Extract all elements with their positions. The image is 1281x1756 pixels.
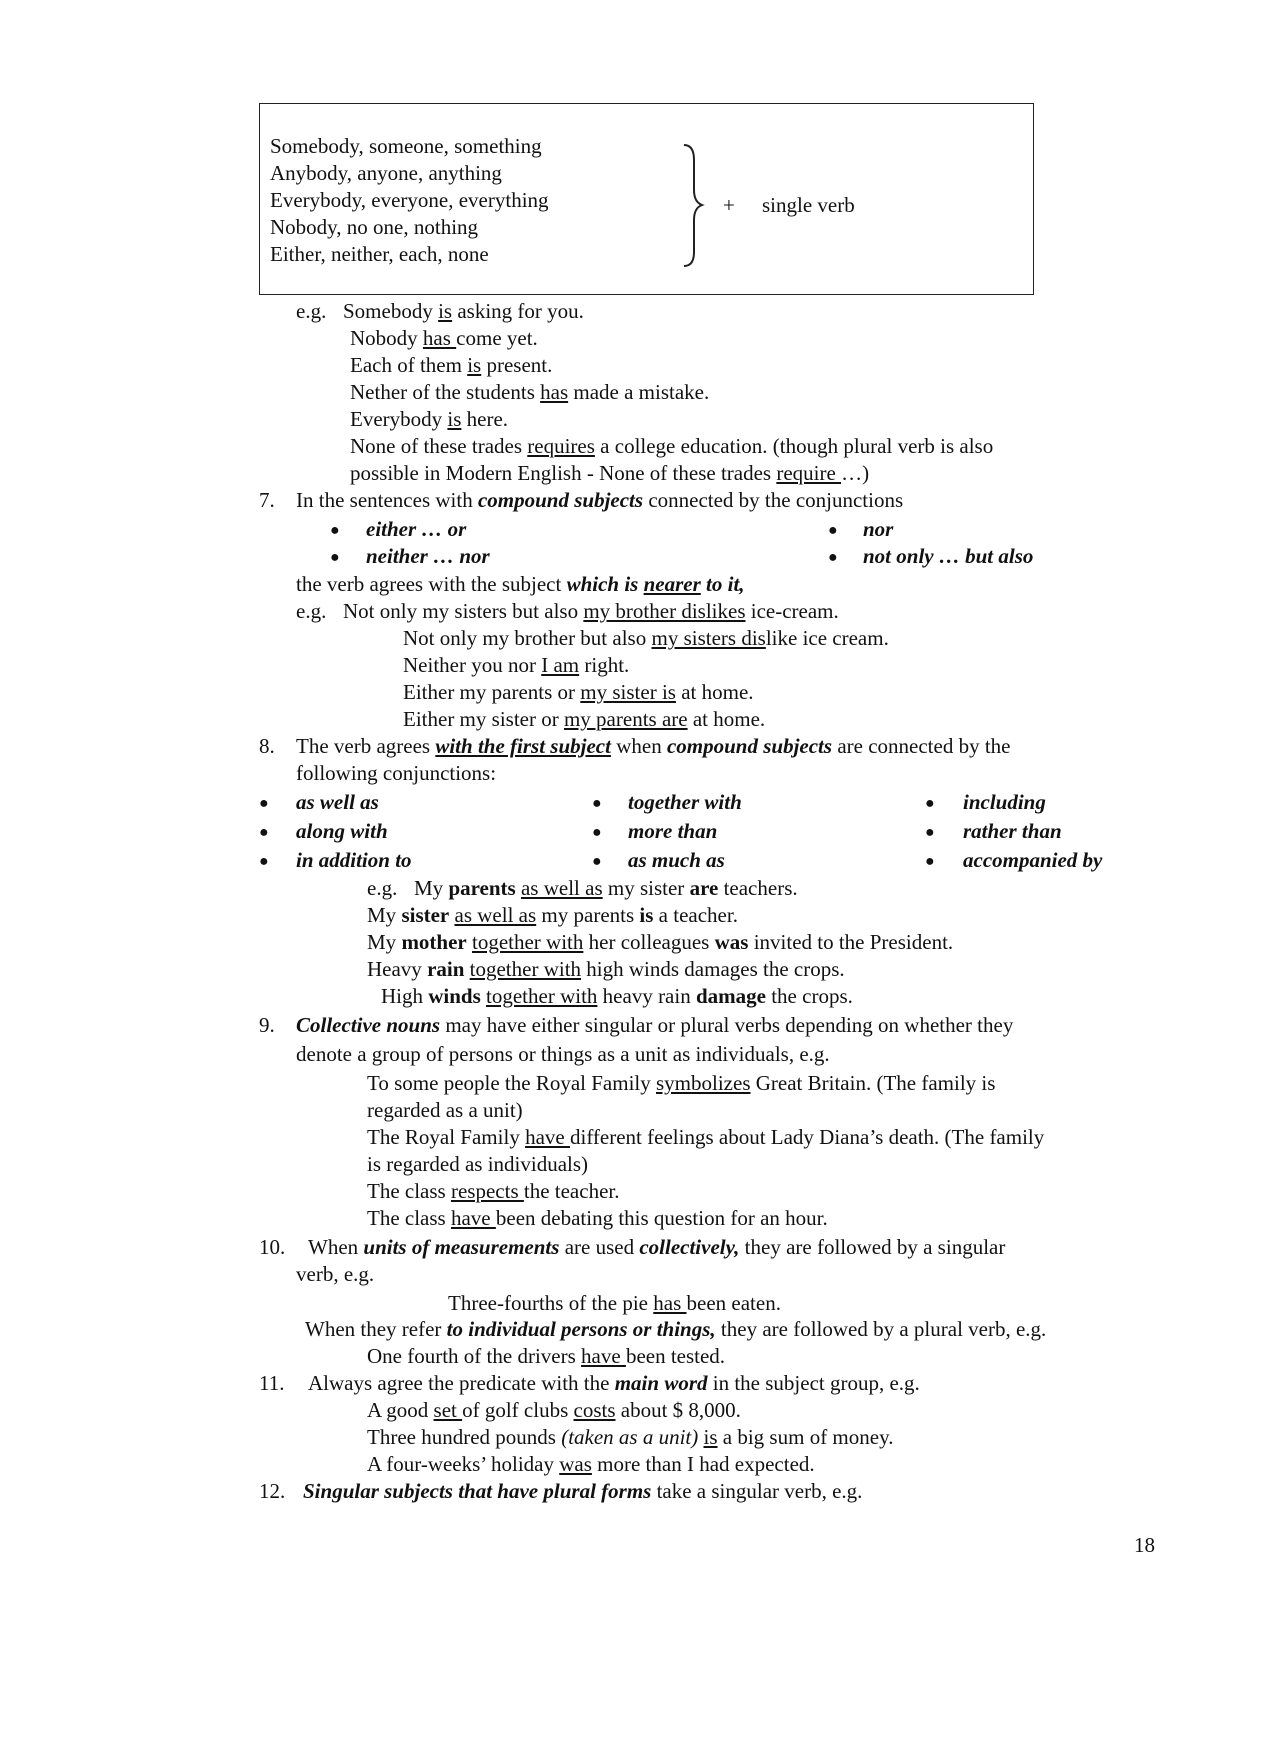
- bullet-icon: ●: [828, 522, 838, 539]
- s9-intro-2: denote a group of persons or things as a unit as individuals, e.g.: [296, 1042, 830, 1066]
- plus-sign: +: [723, 193, 735, 217]
- box-line-1: Somebody, someone, something: [270, 134, 542, 158]
- bullet-icon: ●: [925, 795, 935, 812]
- s7-example-5: Either my sister or my parents are at home.: [403, 707, 766, 731]
- s8-conj-including: including: [963, 790, 1046, 814]
- s7-example-3: Neither you nor I am right.: [403, 653, 630, 677]
- s9-example-1b: regarded as a unit): [367, 1098, 523, 1122]
- s7-intro: In the sentences with compound subjects connected by the conjunctions: [296, 488, 904, 512]
- s6-example-2: Nobody has come yet.: [350, 326, 538, 350]
- s6-example-1: Somebody is asking for you.: [343, 299, 584, 323]
- bullet-icon: ●: [330, 549, 340, 566]
- s10-intro-2: verb, e.g.: [296, 1262, 375, 1286]
- s11-example-2: Three hundred pounds (taken as a unit) is a big sum of money.: [367, 1425, 894, 1449]
- s10-example-2: One fourth of the drivers have been tested.: [367, 1344, 726, 1368]
- s7-number: 7.: [259, 488, 275, 512]
- box-result: single verb: [762, 193, 855, 217]
- s8-eg-label: e.g.: [367, 876, 398, 900]
- s10-rule-2: When they refer to individual persons or things, they are followed by a plural verb, e.g.: [305, 1317, 1047, 1341]
- s8-example-1: My parents as well as my sister are teachers.: [414, 876, 798, 900]
- s7-eg-label: e.g.: [296, 599, 327, 623]
- s8-conj-along-with: along with: [296, 819, 388, 843]
- box-line-3: Everybody, everyone, everything: [270, 188, 549, 212]
- bullet-icon: ●: [259, 795, 269, 812]
- s8-conj-as-much-as: as much as: [628, 848, 725, 872]
- s7-example-4: Either my parents or my sister is at home.: [403, 680, 754, 704]
- s7-example-2: Not only my brother but also my sisters dislike ice cream.: [403, 626, 889, 650]
- s6-example-5: Everybody is here.: [350, 407, 509, 431]
- s11-number: 11.: [259, 1371, 285, 1395]
- s10-number: 10.: [259, 1235, 286, 1259]
- s9-example-3: The class respects the teacher.: [367, 1179, 620, 1203]
- s12-number: 12.: [259, 1479, 286, 1503]
- bullet-icon: ●: [592, 853, 602, 870]
- bullet-icon: ●: [592, 795, 602, 812]
- s9-example-2: The Royal Family have different feelings about Lady Diana’s death. (The family: [367, 1125, 1045, 1149]
- s8-intro: The verb agrees with the first subject when compound subjects are connected by the: [296, 734, 1011, 758]
- s6-example-6: None of these trades requires a college education. (though plural verb is also: [350, 434, 994, 458]
- box-line-2: Anybody, anyone, anything: [270, 161, 502, 185]
- s11-intro: Always agree the predicate with the main word in the subject group, e.g.: [308, 1371, 920, 1395]
- s8-intro-2: following conjunctions:: [296, 761, 497, 785]
- s8-example-5: High winds together with heavy rain damage the crops.: [381, 984, 853, 1008]
- bullet-icon: ●: [259, 853, 269, 870]
- bullet-icon: ●: [925, 853, 935, 870]
- box-line-5: Either, neither, each, none: [270, 242, 489, 266]
- s10-intro: When units of measurements are used collectively, they are followed by a singular: [308, 1235, 1006, 1259]
- s12-intro: Singular subjects that have plural forms take a singular verb, e.g.: [303, 1479, 863, 1503]
- s6-example-3: Each of them is present.: [350, 353, 553, 377]
- s11-example-3: A four-weeks’ holiday was more than I had expected.: [367, 1452, 815, 1476]
- s10-example-1: Three-fourths of the pie has been eaten.: [448, 1291, 781, 1315]
- s8-conj-rather-than: rather than: [963, 819, 1062, 843]
- s6-example-7: possible in Modern English - None of these trades require …): [350, 461, 870, 485]
- s6-eg-label: e.g.: [296, 299, 327, 323]
- s8-conj-together-with: together with: [628, 790, 742, 814]
- s9-example-1: To some people the Royal Family symbolizes Great Britain. (The family is: [367, 1071, 996, 1095]
- s8-example-2: My sister as well as my parents is a teacher.: [367, 903, 738, 927]
- s9-example-2b: is regarded as individuals): [367, 1152, 589, 1176]
- s7-conj-nor: nor: [863, 517, 894, 541]
- bullet-icon: ●: [330, 522, 340, 539]
- s8-conj-in-addition-to: in addition to: [296, 848, 412, 872]
- s9-example-4: The class have been debating this question for an hour.: [367, 1206, 828, 1230]
- s8-conj-as-well-as: as well as: [296, 790, 379, 814]
- s9-number: 9.: [259, 1013, 275, 1037]
- s7-example-1: Not only my sisters but also my brother dislikes ice-cream.: [343, 599, 839, 623]
- box-line-4: Nobody, no one, nothing: [270, 215, 479, 239]
- s8-example-4: Heavy rain together with high winds damages the crops.: [367, 957, 845, 981]
- bullet-icon: ●: [828, 549, 838, 566]
- s9-intro: Collective nouns may have either singular or plural verbs depending on whether they: [296, 1013, 1014, 1037]
- s8-conj-more-than: more than: [628, 819, 718, 843]
- s8-example-3: My mother together with her colleagues was invited to the President.: [367, 930, 954, 954]
- s7-conj-either-or: either … or: [366, 517, 467, 541]
- s7-conj-neither-nor: neither … nor: [366, 544, 490, 568]
- s7-conj-not-only-but-also: not only … but also: [863, 544, 1034, 568]
- s7-rule: the verb agrees with the subject which is nearer to it,: [296, 572, 745, 596]
- bullet-icon: ●: [259, 824, 269, 841]
- s11-example-1: A good set of golf clubs costs about $ 8,000.: [367, 1398, 741, 1422]
- s8-number: 8.: [259, 734, 275, 758]
- s6-example-4: Nether of the students has made a mistake.: [350, 380, 710, 404]
- bullet-icon: ●: [592, 824, 602, 841]
- page-number: 18: [1134, 1533, 1155, 1557]
- bullet-icon: ●: [925, 824, 935, 841]
- s8-conj-accompanied-by: accompanied by: [963, 848, 1103, 872]
- curly-brace-icon: [682, 140, 712, 270]
